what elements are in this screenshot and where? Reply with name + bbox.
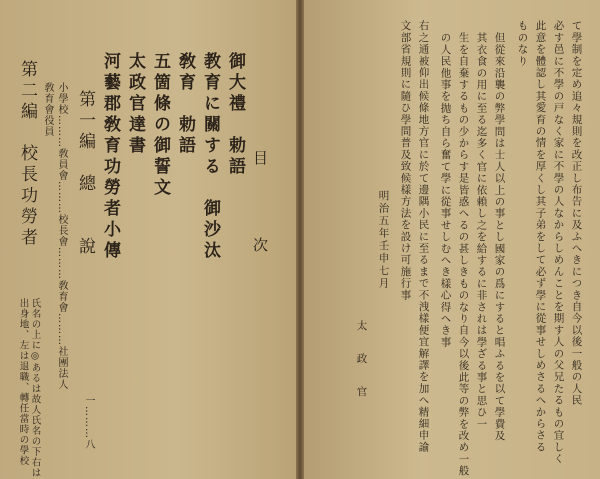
toc-entry-education-rescript: 敎育 勅語 <box>175 52 195 157</box>
toc-entry-charter-oath: 五箇條の御誓文 <box>150 52 170 199</box>
decree-line-2: 必す邑に不學の戸なく家に不學の人なからしめんことを期す人の父兄たるもの宜しく <box>552 20 565 465</box>
decree-line-1: て學制を定め追々規則を改正し布告に及ふへきにつき自今以後一般の人民 <box>570 20 583 407</box>
decree-line-8: の人民他事を抛ち自ら奮て學に從事せしむへき樣心得へき事 <box>439 32 452 348</box>
book-gutter <box>296 0 304 479</box>
toc-entry-education-directive: 教育に關する 御沙汰 <box>200 52 220 262</box>
section-2-title: 第二編 校長功勞者 <box>17 60 37 249</box>
decree-issuer: 太 政 官 <box>355 320 368 403</box>
decree-line-6: 其衣食の用に至る迄多く官に依賴し之を給するに非されは學ざる事と思ひ一 <box>475 32 488 430</box>
section-2-note-2: 出身地、左は退職、轉任當時の學校 <box>17 298 29 466</box>
section-2-note-1: 氏名の上に◎あるは故人氏名の下右は <box>29 298 41 478</box>
toc-entry-dajokan-notice: 太政官達書 <box>125 52 145 157</box>
decree-line-3: 此意を體認し其愛育の情を厚くし其子弟をして必ず學に從事せしめさるへからさる <box>534 20 547 453</box>
decree-line-10: 文部省規則に隨ひ學問普及致候樣方法を設け可施行事 <box>399 20 412 301</box>
section-1-title: 第一編 總 說 <box>75 90 95 258</box>
toc-entry-imperial-rescript-enthronement: 御大禮 勅語 <box>225 52 245 178</box>
decree-line-9: 右之通被仰出候條地方官に於て邊隅小民に至るまで不洩樣便宜解譯を加へ精細申諭 <box>417 20 430 453</box>
decree-line-5: 但從來沿襲の弊學問は士人以上の事とし國家の爲にすると唱ふるを以て學費及 <box>493 32 506 442</box>
section-1-page-range: 一………八 <box>83 395 94 450</box>
toc-entry-kawage-biographies: 河藝郡敎育功勞者小傳 <box>100 52 120 262</box>
decree-line-4: ものなり <box>516 20 529 67</box>
decree-date: 明治五年壬申七月 <box>377 190 390 290</box>
section-1-subsections: 小學校………敎員會………校長會………敎育會………社團法人 <box>56 82 67 390</box>
toc-heading: 目 次 <box>251 150 269 266</box>
section-1-subsections-cont: 敎育會役員 <box>42 82 53 137</box>
decree-line-7: 生を自棄するもの少からす是皆惑へるの甚しきものなり自今以後此等の弊を改め一般 <box>457 32 470 477</box>
